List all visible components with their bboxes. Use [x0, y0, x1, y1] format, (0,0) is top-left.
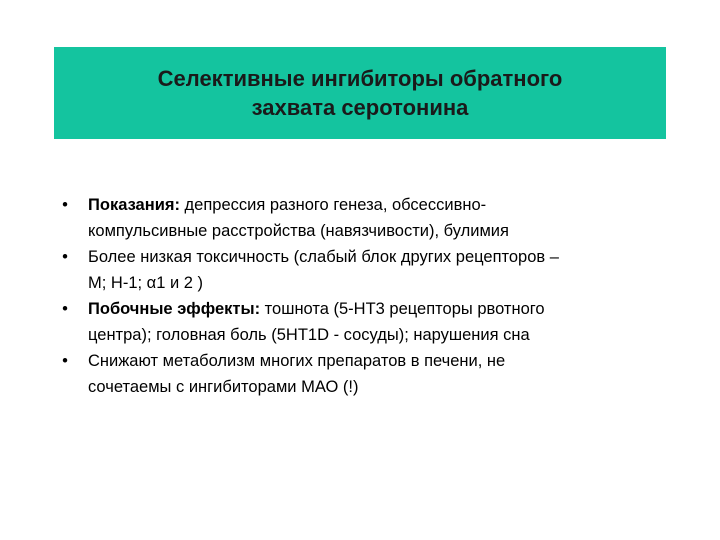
bullet-text: Снижают метаболизм многих препаратов в печени, не: [88, 352, 506, 370]
bullet-marker: •: [62, 352, 68, 370]
bullet-line: [88, 296, 688, 322]
bullet-marker: •: [62, 196, 68, 214]
bullet-text: депрессия разного генеза, обсессивно-: [179, 196, 487, 214]
bullet-marker: •: [62, 300, 68, 318]
bullet-line: [88, 192, 688, 218]
bullet-text: тошнота (5-НТ3 рецепторы рвотного: [260, 300, 545, 318]
slide-title-line-2: захвата серотонина: [251, 95, 469, 120]
bullet-item-toxicity: [58, 244, 688, 296]
bullet-text: Более низкая токсичность (слабый блок других рецепторов –: [88, 248, 559, 266]
slide-title-line-1: Селективные ингибиторы обратного: [157, 66, 563, 91]
bullet-text-continued: сочетаемы с ингибиторами МАО (!): [88, 378, 359, 396]
bullet-text-continued: центра); головная боль (5НТ1D - сосуды); нарушения сна: [88, 326, 530, 344]
bullet-label-side-effects: Побочные эффекты:: [88, 300, 261, 318]
bullet-text-continued: М; Н-1; α1 и 2 ): [88, 274, 204, 292]
bullet-marker: •: [62, 248, 68, 266]
title-banner: [54, 47, 666, 139]
bullet-item-metabolism: [58, 348, 688, 400]
bullet-list: [58, 192, 688, 400]
bullet-label-indications: Показания:: [88, 196, 180, 214]
bullet-text-continued: компульсивные расстройства (навязчивости), булимия: [88, 222, 509, 240]
bullet-item-indications: [58, 192, 688, 244]
bullet-item-side-effects: [58, 296, 688, 348]
